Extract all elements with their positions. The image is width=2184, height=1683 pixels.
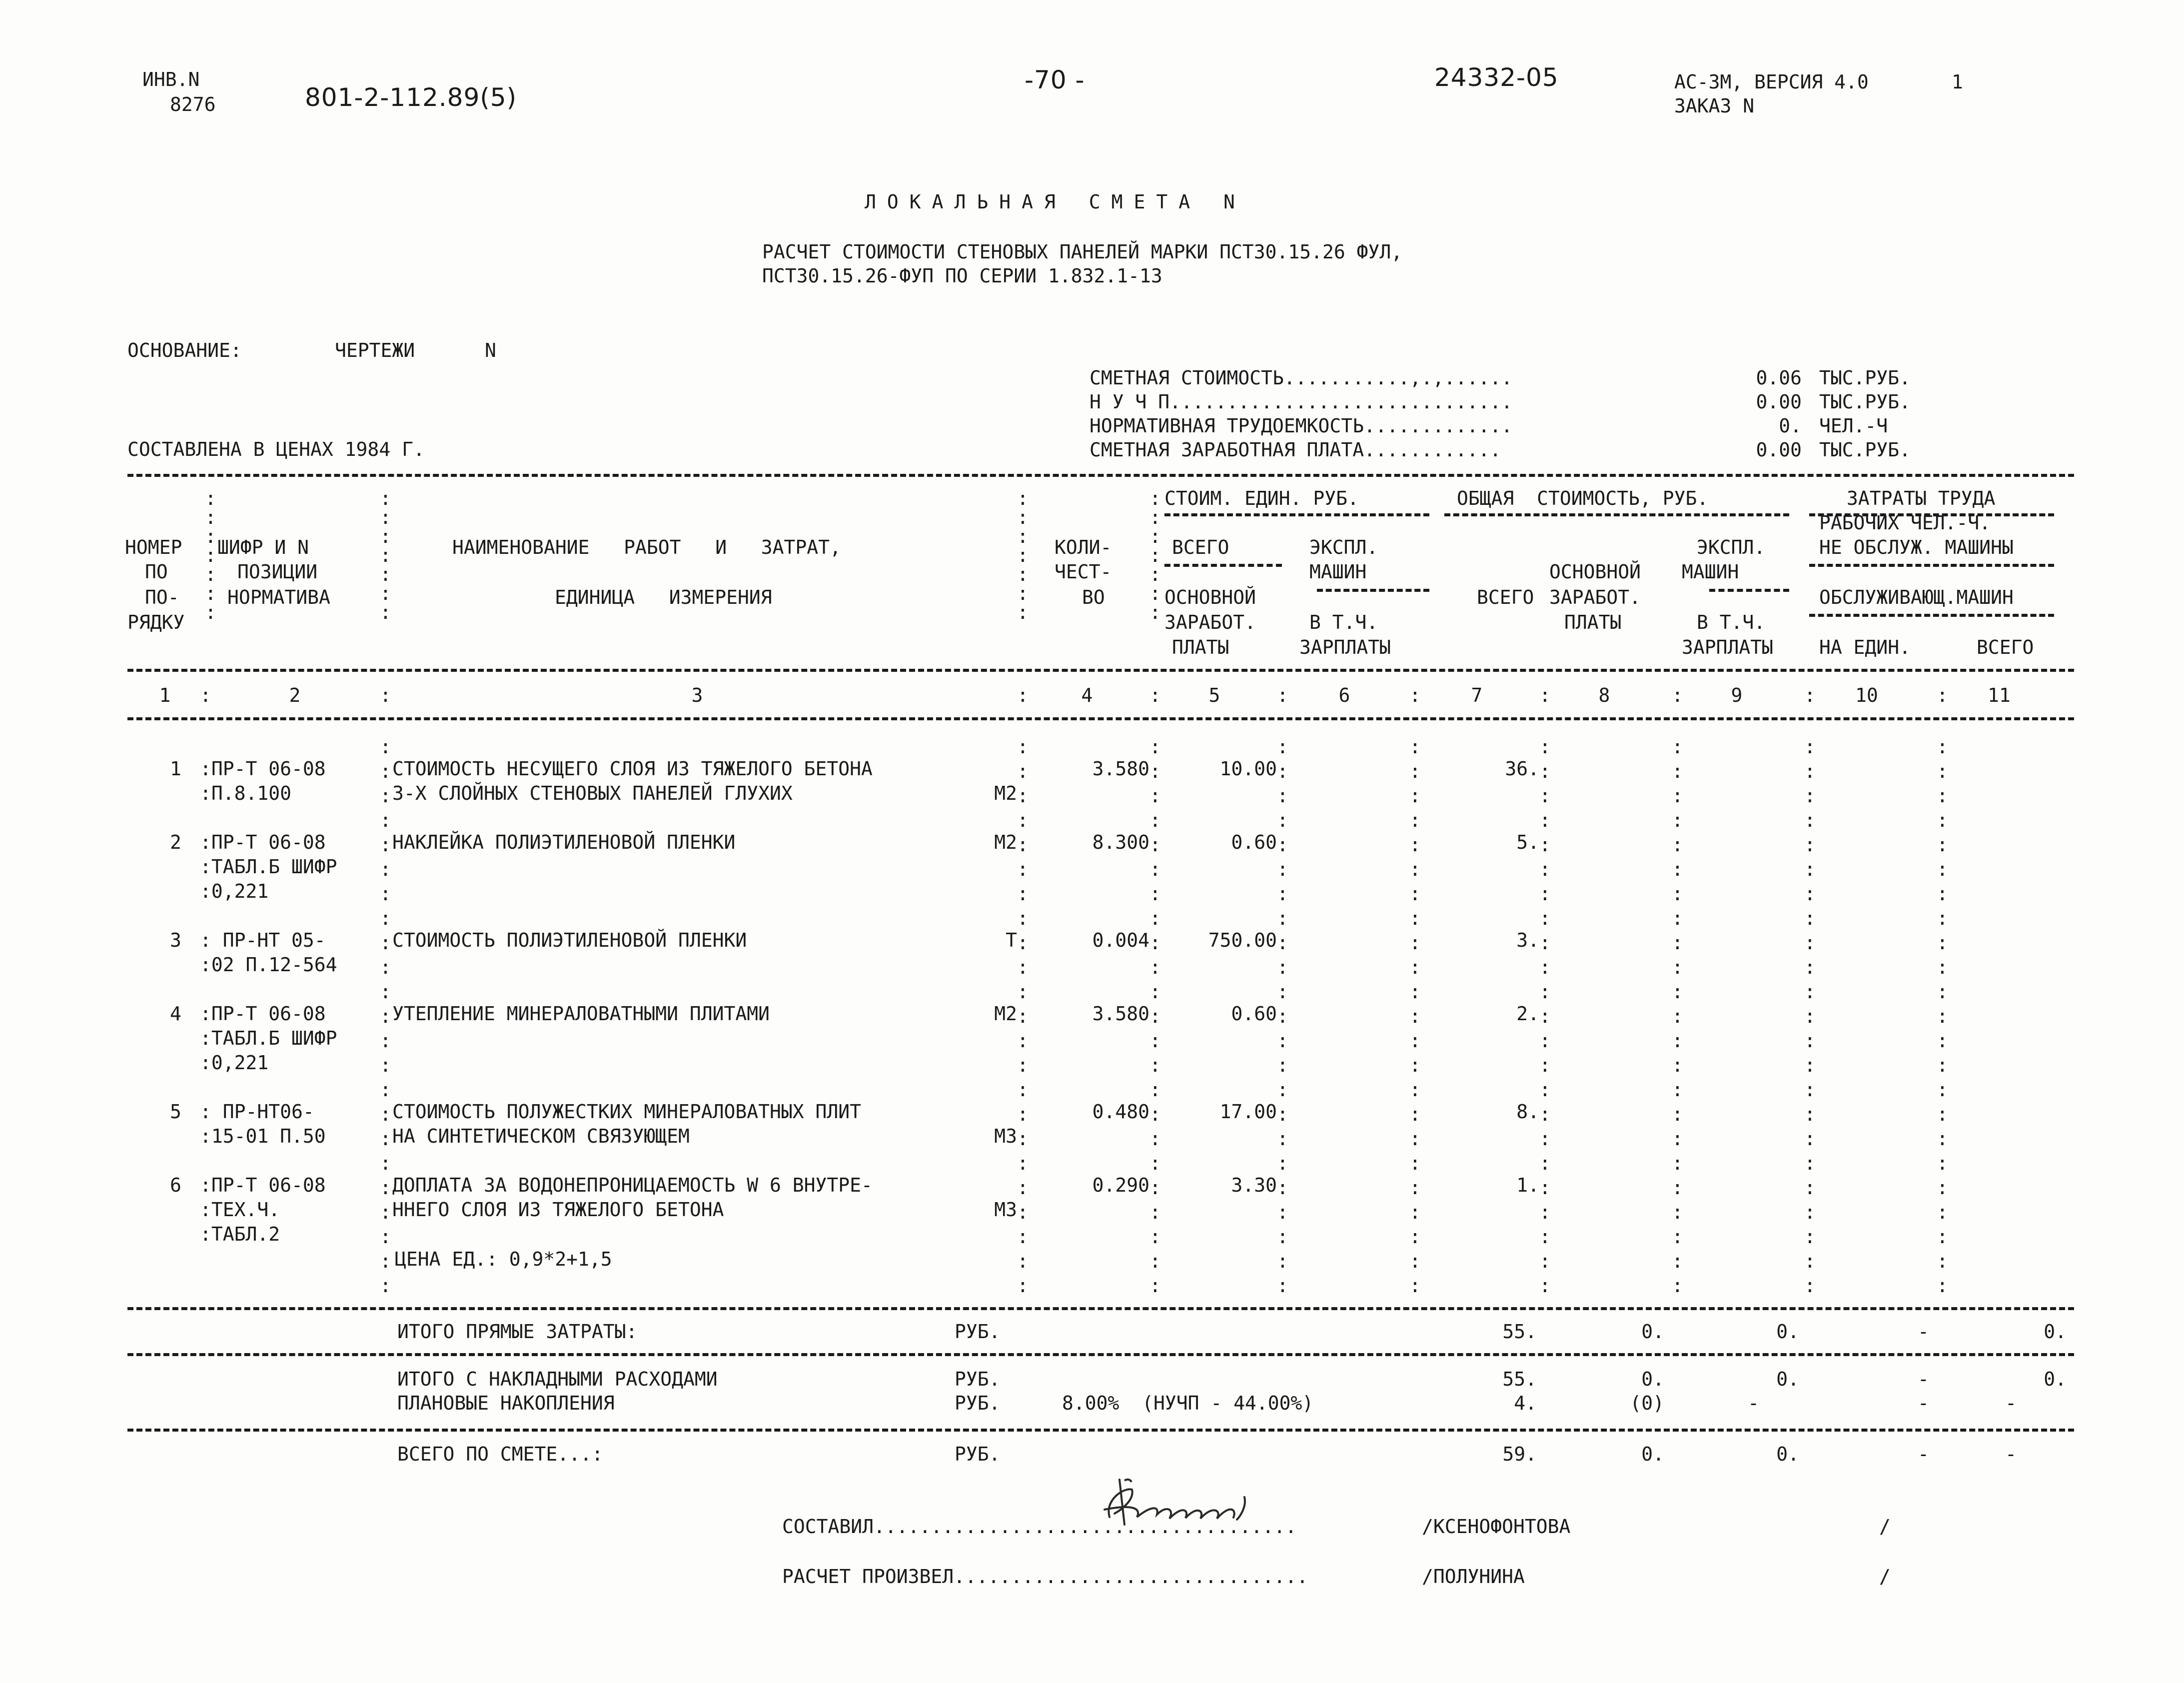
column-separator: : : : : : : : : : : : : : : : : : : : : : : : <box>380 736 391 1297</box>
column-separator: : <box>1017 684 1029 706</box>
column-separator: : : : : : : : : : : : : : : : : : : : : : : : <box>1149 736 1161 1297</box>
col5-header: ЗАРАБОТ. <box>1164 611 1256 633</box>
totals-value: - <box>1748 1392 1759 1414</box>
document-title: ЛОКАЛЬНАЯ СМЕТА N <box>865 191 1246 213</box>
col4-header: КОЛИ- <box>1055 536 1112 558</box>
totals-value: 59. <box>1502 1443 1537 1465</box>
col11-header: ВСЕГО <box>1977 636 2034 658</box>
basis-value: ЧЕРТЕЖИ <box>335 339 415 361</box>
col6-header: ЭКСПЛ. <box>1309 536 1378 558</box>
summary-value: 0.06 <box>1756 367 1802 389</box>
row-work-name: НА СИНТЕТИЧЕСКОМ СВЯЗУЮЩЕМ <box>392 1125 690 1147</box>
col56-group-header: СТОИМ. ЕДИН. РУБ. <box>1164 487 1359 509</box>
column-separator: : <box>1409 684 1421 706</box>
header-bottom-rule <box>127 669 2074 672</box>
totals-unit: РУБ. <box>955 1443 1001 1465</box>
row-unit: М2 <box>994 831 1017 853</box>
totals-unit: РУБ. <box>955 1392 1001 1414</box>
row-code: :ПР-Т 06-08 <box>200 831 326 853</box>
row-number: 4 <box>170 1003 181 1025</box>
row-number: 1 <box>170 758 181 780</box>
column-number: 1 <box>159 684 171 706</box>
col79-group-header: ОБЩАЯ СТОИМОСТЬ, РУБ. <box>1457 487 1709 509</box>
col8-header: ОСНОВНОЙ <box>1549 561 1641 583</box>
row-quantity: 0.480 <box>1092 1101 1149 1123</box>
column-separator: : : : : : : : : : : : : : : : : : : : : : : : <box>1937 736 1948 1297</box>
col9-header: ЭКСПЛ. <box>1697 536 1766 558</box>
col2-header: ПОЗИЦИИ <box>237 561 318 583</box>
totals-label: ИТОГО ПРЯМЫЕ ЗАТРАТЫ: <box>397 1321 638 1343</box>
row-code: :ПР-Т 06-08 <box>200 1174 326 1196</box>
row-code: :ТАБЛ.2 <box>200 1223 280 1245</box>
row-code: :0,221 <box>200 880 269 902</box>
registration-stamp: 24332-05 <box>1434 63 1559 92</box>
row-code: : ПР-НТ 05- <box>200 929 326 951</box>
totals-value: 0. <box>2044 1368 2067 1390</box>
signature-label: РАСЧЕТ ПРОИЗВЕЛ............................... <box>782 1566 1308 1588</box>
row-unit-price: 10.00 <box>1219 758 1277 780</box>
row-total: 3. <box>1516 929 1539 951</box>
column-number: 2 <box>289 684 301 706</box>
order-label: ЗАКАЗ N <box>1674 95 1755 117</box>
labor-not-served-header: НЕ ОБСЛУЖ. МАШИНЫ <box>1819 536 2014 558</box>
totals-rule <box>127 1353 2074 1356</box>
col8-header: ЗАРАБОТ. <box>1549 586 1641 608</box>
row-work-name: СТОИМОСТЬ НЕСУЩЕГО СЛОЯ ИЗ ТЯЖЕЛОГО БЕТОНА <box>392 758 873 780</box>
totals-value: 0. <box>1641 1443 1664 1465</box>
totals-value: 0. <box>2044 1321 2067 1343</box>
col7-header: ВСЕГО <box>1477 586 1534 608</box>
header-inner-rule <box>1164 564 1282 567</box>
row-total: 2. <box>1516 1003 1539 1025</box>
column-separator: : : : : : : : : : : : : : : : : : : : : : : : <box>1277 736 1288 1297</box>
summary-unit: ТЫС.РУБ. <box>1819 439 1911 461</box>
summary-value: 0.00 <box>1756 391 1802 413</box>
col3-header: ЕДИНИЦА ИЗМЕРЕНИЯ <box>555 586 772 608</box>
header-inner-rule <box>1164 513 1429 516</box>
row-code: :ТАБЛ.Б ШИФР <box>200 856 337 878</box>
document-subtitle-1: РАСЧЕТ СТОИМОСТИ СТЕНОВЫХ ПАНЕЛЕЙ МАРКИ ПСТ30.15.26 ФУЛ, <box>762 241 1403 263</box>
col3-header: НАИМЕНОВАНИЕ РАБОТ И ЗАТРАТ, <box>452 536 841 558</box>
col6-header: В Т.Ч. <box>1309 611 1378 633</box>
summary-label: СМЕТНАЯ ЗАРАБОТНАЯ ПЛАТА............ <box>1090 439 1501 461</box>
column-separator: : : : : : : : : : : : : : : : : : : : : : : : <box>1409 736 1421 1297</box>
column-number: 9 <box>1731 684 1743 706</box>
row-total: 1. <box>1516 1174 1539 1196</box>
totals-unit: РУБ. <box>955 1368 1001 1390</box>
col2-header: ШИФР И N <box>217 536 309 558</box>
row-quantity: 0.004 <box>1092 929 1149 951</box>
column-separator: : <box>380 684 391 706</box>
column-number: 4 <box>1081 684 1093 706</box>
column-separator: : <box>1672 684 1683 706</box>
header-inner-rule <box>1809 614 2054 617</box>
signature-label: СОСТАВИЛ..................................... <box>782 1516 1297 1538</box>
row-work-name: ДОПЛАТА ЗА ВОДОНЕПРОНИЦАЕМОСТЬ W 6 ВНУТРЕ- <box>392 1174 873 1196</box>
inventory-number: 8276 <box>170 93 216 115</box>
column-number: 5 <box>1208 684 1220 706</box>
row-unit-price: 0.60 <box>1231 1003 1277 1025</box>
document-subtitle-2: ПСТ30.15.26-ФУП ПО СЕРИИ 1.832.1-13 <box>762 265 1162 287</box>
column-number: 8 <box>1598 684 1610 706</box>
totals-value: 0. <box>1776 1321 1799 1343</box>
col1-header: НОМЕР <box>125 536 182 558</box>
column-number: 10 <box>1855 684 1878 706</box>
totals-value: - <box>2005 1392 2017 1414</box>
row-work-name: СТОИМОСТЬ ПОЛИЭТИЛЕНОВОЙ ПЛЕНКИ <box>392 929 747 951</box>
totals-value: - <box>2005 1443 2017 1465</box>
summary-unit: ТЫС.РУБ. <box>1819 391 1911 413</box>
header-inner-rule <box>1709 589 1789 592</box>
row-quantity: 3.580 <box>1092 758 1149 780</box>
table-top-rule <box>127 474 2074 477</box>
col5-header: ВСЕГО <box>1172 536 1229 558</box>
column-separator: : <box>1277 684 1288 706</box>
row-work-name: НАКЛЕЙКА ПОЛИЭТИЛЕНОВОЙ ПЛЕНКИ <box>392 831 736 853</box>
row-work-name: УТЕПЛЕНИЕ МИНЕРАЛОВАТНЫМИ ПЛИТАМИ <box>392 1003 770 1025</box>
row-unit-price: 3.30 <box>1231 1174 1277 1196</box>
row-unit: М2 <box>994 1003 1017 1025</box>
totals-label: ПЛАНОВЫЕ НАКОПЛЕНИЯ <box>397 1392 615 1414</box>
column-numbers-rule <box>127 717 2074 720</box>
col10-header: НА ЕДИН. <box>1819 636 1911 658</box>
row-work-name: 3-Х СЛОЙНЫХ СТЕНОВЫХ ПАНЕЛЕЙ ГЛУХИХ <box>392 782 793 804</box>
totals-value: - <box>1918 1443 1929 1465</box>
row-unit: М3 <box>994 1125 1017 1147</box>
totals-value: - <box>1918 1392 1929 1414</box>
document-code: 801-2-112.89(5) <box>305 83 517 112</box>
inventory-label: ИНВ.N <box>142 68 200 90</box>
totals-rule <box>127 1429 2074 1432</box>
row-code: :02 П.12-564 <box>200 954 337 976</box>
summary-label: НОРМАТИВНАЯ ТРУДОЕМКОСТЬ............. <box>1090 415 1513 437</box>
row-code: :ПР-Т 06-08 <box>200 758 326 780</box>
row-code: :ТАБЛ.Б ШИФР <box>200 1027 337 1049</box>
col1-header: ПО <box>145 561 168 583</box>
row-number: 6 <box>170 1174 181 1196</box>
column-separator: : : : : : : : <box>380 487 391 623</box>
row-code: :ТЕХ.Ч. <box>200 1199 280 1221</box>
col4-header: ВО <box>1082 586 1105 608</box>
totals-unit: РУБ. <box>955 1321 1001 1343</box>
column-separator: : <box>200 684 211 706</box>
totals-value: 0. <box>1776 1368 1799 1390</box>
summary-value: 0.00 <box>1756 439 1802 461</box>
body-bottom-rule <box>127 1307 2074 1310</box>
handwritten-signature <box>1094 1470 1314 1540</box>
row-total: 8. <box>1516 1101 1539 1123</box>
row-unit-price: 0.60 <box>1231 831 1277 853</box>
row-number: 3 <box>170 929 181 951</box>
program-number: 1 <box>1952 71 1963 93</box>
program-version: АС-3М, ВЕРСИЯ 4.0 <box>1674 71 1869 93</box>
column-separator: : : : : : : : : : : : : : : : : : : : : : : : <box>1017 736 1029 1297</box>
row-code: :ПР-Т 06-08 <box>200 1003 326 1025</box>
column-number: 7 <box>1471 684 1483 706</box>
column-separator: : : : : : : : : : : : : : : : : : : : : : : : <box>1539 736 1551 1297</box>
row-number: 2 <box>170 831 181 853</box>
labor-group-header: РАБОЧИХ ЧЕЛ.-Ч. <box>1819 512 1991 534</box>
totals-value: 0. <box>1641 1368 1664 1390</box>
col6-header: ЗАРПЛАТЫ <box>1299 636 1391 658</box>
col2-header: НОРМАТИВА <box>227 586 330 608</box>
totals-value: 55. <box>1502 1321 1537 1343</box>
col5-header: ПЛАТЫ <box>1172 636 1229 658</box>
labor-serving-header: ОБСЛУЖИВАЮЩ.МАШИН <box>1819 586 2014 608</box>
column-number: 6 <box>1338 684 1350 706</box>
row-quantity: 8.300 <box>1092 831 1149 853</box>
totals-extra: 8.00% (НУЧП - 44.00%) <box>1062 1392 1314 1414</box>
row-code: :0,221 <box>200 1052 269 1074</box>
row-code: : ПР-НТ06- <box>200 1101 314 1123</box>
signature-name: /КСЕНОФОНТОВА <box>1422 1516 1571 1538</box>
totals-value: 0. <box>1776 1443 1799 1465</box>
col8-header: ПЛАТЫ <box>1564 611 1622 633</box>
row-total: 5. <box>1516 831 1539 853</box>
labor-group-header: ЗАТРАТЫ ТРУДА <box>1847 487 1996 509</box>
totals-label: ВСЕГО ПО СМЕТЕ...: <box>397 1443 603 1465</box>
row-unit: М3 <box>994 1199 1017 1221</box>
column-separator: : <box>1937 684 1948 706</box>
column-separator: : <box>1149 684 1161 706</box>
header-inner-rule <box>1444 513 1789 516</box>
summary-unit: ТЫС.РУБ. <box>1819 367 1911 389</box>
row-unit-price: 17.00 <box>1219 1101 1277 1123</box>
column-separator: : <box>1539 684 1551 706</box>
column-number: 11 <box>1988 684 2011 706</box>
totals-value: 55. <box>1502 1368 1537 1390</box>
column-separator: : : : : : : : <box>205 487 216 623</box>
totals-value: - <box>1918 1368 1929 1390</box>
row-total: 36. <box>1505 758 1539 780</box>
summary-label: Н У Ч П.............................. <box>1090 391 1513 413</box>
column-separator: : : : : : : : : : : : : : : : : : : : : : : : <box>1672 736 1683 1297</box>
totals-value: 0. <box>1641 1321 1664 1343</box>
row-code: :П.8.100 <box>200 782 292 804</box>
summary-label: СМЕТНАЯ СТОИМОСТЬ...........,.,...... <box>1090 367 1513 389</box>
row-quantity: 3.580 <box>1092 1003 1149 1025</box>
col1-header: РЯДКУ <box>127 611 185 633</box>
column-separator: : <box>1804 684 1816 706</box>
row-number: 5 <box>170 1101 181 1123</box>
totals-value: 4. <box>1514 1392 1537 1414</box>
header-inner-rule <box>1809 564 2054 567</box>
header-inner-rule <box>1317 589 1429 592</box>
row-unit-price: 750.00 <box>1208 929 1277 951</box>
col5-header: ОСНОВНОЙ <box>1164 586 1256 608</box>
col9-header: ЗАРПЛАТЫ <box>1682 636 1774 658</box>
price-note: ЦЕНА ЕД.: 0,9*2+1,5 <box>395 1248 612 1270</box>
col9-header: МАШИН <box>1682 561 1739 583</box>
summary-value: 0. <box>1779 415 1802 437</box>
column-separator: : : : : : : : : : : : : : : : : : : : : : : : <box>1804 736 1816 1297</box>
basis-label: ОСНОВАНИЕ: <box>127 339 242 361</box>
row-unit: М2 <box>994 782 1017 804</box>
signature-name: /ПОЛУНИНА <box>1422 1566 1525 1588</box>
totals-value: (0) <box>1630 1392 1664 1414</box>
row-work-name: СТОИМОСТЬ ПОЛУЖЕСТКИХ МИНЕРАЛОВАТНЫХ ПЛИТ <box>392 1101 861 1123</box>
col4-header: ЧЕСТ- <box>1055 561 1112 583</box>
col9-header: В Т.Ч. <box>1697 611 1766 633</box>
column-separator: : : : : : : : <box>1149 487 1161 623</box>
totals-label: ИТОГО С НАКЛАДНЫМИ РАСХОДАМИ <box>397 1368 718 1390</box>
row-work-name: ННЕГО СЛОЯ ИЗ ТЯЖЕЛОГО БЕТОНА <box>392 1199 724 1221</box>
row-quantity: 0.290 <box>1092 1174 1149 1196</box>
basis-number: N <box>485 339 496 361</box>
price-level: СОСТАВЛЕНА В ЦЕНАХ 1984 Г. <box>127 438 425 460</box>
row-unit: Т <box>1006 929 1017 951</box>
signature-end: / <box>1879 1516 1891 1538</box>
page-number: -70 - <box>1025 65 1085 94</box>
totals-value: - <box>1918 1321 1929 1343</box>
row-code: :15-01 П.50 <box>200 1125 326 1147</box>
signature-end: / <box>1879 1566 1891 1588</box>
column-number: 3 <box>691 684 703 706</box>
column-separator: : : : : : : : <box>1017 487 1029 623</box>
col1-header: ПО- <box>145 586 179 608</box>
col6-header: МАШИН <box>1309 561 1367 583</box>
summary-unit: ЧЕЛ.-Ч <box>1819 415 1888 437</box>
